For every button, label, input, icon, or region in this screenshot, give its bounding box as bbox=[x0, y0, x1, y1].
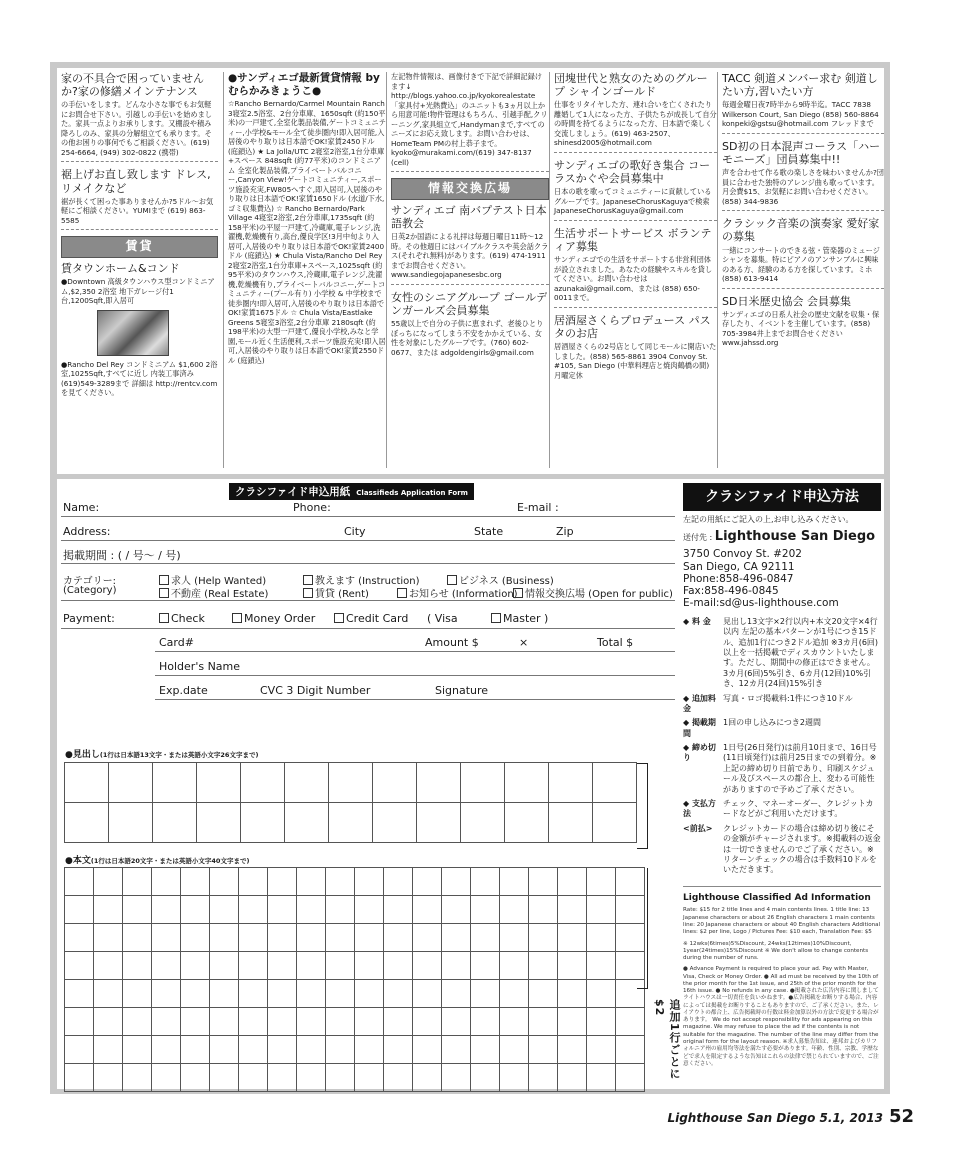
category-label-en: (Category) bbox=[63, 585, 117, 596]
category-label: カテゴリー: bbox=[63, 576, 116, 587]
ad-item: サンディエゴの歌好き集合 コーラスかぐや会員募集中 日本の歌を歌ってコミュニティーに貢献しているグループです。JapaneseChorusKaguyaで検索 JapaneseChorusKaguya@gmail.com bbox=[554, 159, 717, 221]
headline-section-label: ●見出し(1行は日本語13文字・または英語小文字26文字まで) bbox=[65, 750, 259, 760]
checkbox-icon bbox=[232, 613, 242, 623]
name-field[interactable]: Name: bbox=[63, 501, 100, 514]
condo-photo bbox=[97, 310, 169, 356]
checkbox-icon bbox=[159, 613, 169, 623]
column-4 bbox=[549, 72, 717, 468]
ad-item: クラシック音楽の演奏家 愛好家の募集 一緒にコンサートのできる弦・管楽器のミュージシャンを募集。特にピアノのアンサンブルに興味のある方、経験のある方を探しています。ミホ (858) 613-9414 bbox=[722, 217, 884, 288]
rent-banner: 賃貸 bbox=[61, 236, 218, 258]
ad-item: 女性のシニアグループ ゴールデンガールズ会員募集 55歳以上で自分の子供に恵まれず、老後ひとりぼっちになってしまう不安をかかえている、女性を対象にしたグループです。(760) 602-0677、または adgoldengirls@gmail.com bbox=[391, 290, 548, 357]
ad-item: 団塊世代と熟女のためのグループ シャインゴールド 仕事をリタイヤした方、連れ合いを亡くされたり離婚して1人になった方、子供たちが成長して自分の時間を持てるようになった方、日本語で楽しく交流しましょう。(619) 463-2507、shinesd2005@hotmail.com bbox=[554, 72, 717, 153]
body-section-label: ●本文(1行は日本語20文字・または英語小文字40文字まで) bbox=[65, 856, 250, 866]
page-footer: Lighthouse San Diego 5.1, 2013 52 bbox=[667, 1106, 914, 1127]
email-field[interactable]: E-mail : bbox=[517, 501, 559, 514]
card-number-field[interactable]: Card# bbox=[159, 636, 194, 649]
payment-label: Payment: bbox=[63, 612, 115, 625]
checkbox-icon bbox=[303, 588, 313, 598]
column-2 bbox=[223, 72, 386, 468]
category-rent[interactable]: 賃貸 (Rent) bbox=[303, 585, 369, 600]
ad-item: 家の不具合で困っていませんか?家の修繕メインテナンス の手伝いをします。どんな小さな事でもお気軽にお問合せ下さい。引越しの手伝いを始めました。家具一点よりお承りします。又棚設や積み降ろしのみ、家具の分解組立ても承ります。その他お困りの事何でもご相談ください。(619) 254-6664, (949) 302-0822 (携帯) bbox=[61, 72, 218, 162]
period-field[interactable]: 掲載期間 : ( / 号〜 / 号) bbox=[63, 549, 181, 562]
form-title: クラシファイド申込用紙 Classifieds Application Form bbox=[229, 483, 474, 500]
checkbox-icon bbox=[159, 588, 169, 598]
how-to-apply: クラシファイド申込方法 左記の用紙にご記入の上,お申し込みください。 送付先 : Lighthouse San Diego 3750 Convoy St. #202 San Diego, CA 92111 Phone:858-496-0847 Fax:858-496-0845 E-mail:sd@us-lighthouse.com ◆ 料 金 見出し13文字×2行以内+本文20文字×4行以内 左記の基本パターンが1号につき15ドル、追加1行につき2ドル追加 ※3カ月(6回)以上を一括掲載でディスカウントいたします。ただし、期間中の修正はできません。 3カ月(6回)5%引き、6カ月(12回)10%引き、12カ月(24回)15%引き ◆ 追加料金 写真・ロゴ掲載料:1件につき10ドル ◆ 掲載期間 1回の申し込みにつき2週間 ◆ 締め切り 1日号(26日発行)は前月10日まで、16日号(11日頃発行)は前月25日までの到着分。※上記の締め切り日前であり、印刷スケジュール及びスペースの都合上、変わる可能性がありますので予めご了承ください。 ◆ 支払方法 チェック、マネーオーダー、クレジットカードなどがご利用いただけます。 <前払> クレジットカードの場合は締め切り後にその金額がチャージされます。※掲載料の返金は一切できませんのでご了承ください。※リターンチェックの場合は手数料10ドルをいただきます。 Lighthouse Classified Ad Information Rate: $15 for 2 title lines and 4 main contents lines. 1 title line: 13 Japanese characters or about 26 English characters 1 main contents line: 20 Japanese characters or about 40 English characters Additional lines: $2 per line, Logo / Pictures Fee: $10 each, Translation Fee: $5 ※ 12wks(6times)5%Discount, 24wks(12times)10%Discount, 1year(24times)15%Discount ※ We don't allow to change contents during the number of runs. ● Advance Payment is required to place your ad. Pay with Master, Visa, Check or Money Order. ● All ad must be received by the 10th of the prior month for the 1st issue, and 25th of the prior month for the 16th issue. ● No refunds in any case. ●掲載された広告内容に関しましてライトハウスは一切責任を負いかねます。●広告掲載をお断りする場合、内容によっては掲載をお断りすることもありますので、ご了承ください。また、レイアウトの都合上、広告掲載時の行数は料金加算以外の方法で変更する場合があります。 We do not accept responsibility for ads appearing on this magazine. We may refuse to place the ad if the contents is not suitable for the magazine. The number of the line may differ from the original form for the layout reason. ※求人募集告知は、連邦およびカリフォルニア州の雇用均等法を満たす必要があります。年齢、性別、宗教、学歴などで求人を限定するような告知はこれらの法律で禁じられていますので、ご注意ください。 bbox=[683, 479, 881, 1087]
checkbox-icon bbox=[159, 575, 169, 585]
ad-item: SD日米歴史協会 会員募集 サンディエゴの日系人社会の歴史文献を収集・保存したり、イベントを主催しています。(858) 705-3984井上までお問合せください www.jahssd.org bbox=[722, 294, 880, 348]
ad-item: 左記物件情報は、画像付きで下記で詳細記録けます↓ http://blogs.yahoo.co.jp/kyokorealestate 「家具付+光熱費込」のユニットも3ヵ月以上から用意可能!物件管理はもちろん、引越手配,クリーニング,家具組立て,Handymanまで,すべてのニーズにお応え致します。お問い合わせは、HomeTeam PMの村上恭子まで。kyoko@murakami.com/(619) 347-8137 (cell) bbox=[391, 72, 549, 172]
payment-money-order[interactable]: Money Order bbox=[232, 612, 315, 625]
zip-field[interactable]: Zip bbox=[556, 525, 574, 538]
state-field[interactable]: State bbox=[474, 525, 504, 538]
headline-grid[interactable] bbox=[65, 763, 637, 843]
application-section bbox=[57, 479, 884, 1089]
ad-item: 裾上げお直し致します ドレス,リメイクなど 裾が長くて困った事ありませんか?5ドル〜お気軽にご相談ください。YUMIまで (619) 863-5585 bbox=[61, 168, 218, 230]
city-field[interactable]: City bbox=[344, 525, 366, 538]
holder-name-field[interactable]: Holder's Name bbox=[159, 660, 241, 673]
ad-item: SD初の日本混声コーラス「ハーモニーズ」団員募集中!! 声を合わせて作る歌の楽しさを味わいませんか?団員に合わせた独特のアレンジ曲も歌っています。月会費$15、お気軽にお問い合わせください。(858) 344-9836 bbox=[722, 140, 884, 211]
category-instruction[interactable]: 教えます (Instruction) bbox=[303, 572, 420, 587]
category-real-estate[interactable]: 不動産 (Real Estate) bbox=[159, 585, 268, 600]
category-information[interactable]: お知らせ (Information) bbox=[397, 585, 518, 600]
column-5 bbox=[717, 72, 884, 468]
ad-item: 生活サポートサービス ボランティア募集 サンディエゴでの生活をサポートする非営利団体が設立されました。あなたの経験やスキルを貸してください。お問い合わせはazunakai@gmail.com、または (858) 650-0011まで。 bbox=[554, 227, 717, 308]
ad-item: サンディエゴ 南バプテスト日本語教会 日英2か国語による礼拝は毎週日曜日11時〜12時。その他週日にはバイブルクラスや英会話クラス(それぞれ無料)があります。(619) 474-1911までお問合せください。www.sandiegojapanesesbc.org bbox=[391, 204, 549, 285]
ad-item: 賃タウンホーム&コンド ●Downtown 高級タウンハウス型コンドミニアム,$2,350 2浴室 地下ガレージ付1台,1200Sqft,即入居可 ●Rancho Del Rey コンドミニアム $1,600 2浴室,1025Sqft,すべてに近し 内装工事済み (619)549-3289まで 詳細は http://rentcv.comを見てください。 bbox=[61, 262, 218, 398]
category-open-for-public[interactable]: 情報交換広場 (Open for public) bbox=[513, 585, 673, 600]
extra-line-note: 追加1行ごとに$2 bbox=[653, 999, 681, 1080]
signature-field[interactable]: Signature bbox=[435, 684, 489, 697]
category-help-wanted[interactable]: 求人 (Help Wanted) bbox=[159, 572, 266, 587]
info-exchange-banner: 情報交換広場 bbox=[391, 178, 549, 200]
page-number: 52 bbox=[888, 1106, 914, 1127]
total-field[interactable]: Total $ bbox=[597, 636, 634, 649]
payment-credit-card[interactable]: Credit Card bbox=[334, 612, 408, 625]
column-1 bbox=[61, 72, 218, 468]
payment-master[interactable]: Master ) bbox=[491, 612, 548, 625]
category-business[interactable]: ビジネス (Business) bbox=[447, 572, 554, 587]
how-title: クラシファイド申込方法 bbox=[683, 483, 881, 511]
checkbox-icon bbox=[397, 588, 407, 598]
phone-field[interactable]: Phone: bbox=[293, 501, 331, 514]
checkbox-icon bbox=[303, 575, 313, 585]
ad-item: 居酒屋さくらプロデュース パスタのお店 居酒屋さくらの2号店として同じモールに開店いたしました。(858) 565-8861 3904 Convoy St. #105, San Diego (中華料理店と焼肉鶴橋の間) 月曜定休 bbox=[554, 313, 717, 380]
ad-item: TACC 剣道メンバー求む 剣道したい方,習いたい方 毎週金曜日夜7時半から9時半迄。TACC 7838 Wilkerson Court, San Diego (858) 560-8864 konpeki@gstsu@hotmail.com フレッドまで bbox=[722, 72, 884, 134]
body-text-grid[interactable] bbox=[65, 868, 645, 1092]
address-field[interactable]: Address: bbox=[63, 525, 111, 538]
exp-date-field[interactable]: Exp.date bbox=[159, 684, 208, 697]
times-sign: × bbox=[519, 636, 529, 649]
checkbox-icon bbox=[491, 613, 501, 623]
payment-check[interactable]: Check bbox=[159, 612, 205, 625]
classified-listings bbox=[57, 68, 884, 474]
checkbox-icon bbox=[513, 588, 523, 598]
ad-item: ●サンディエゴ最新賃貸情報 by むらかみきょうこ● ☆Rancho Bernardo/Carmel Mountain Ranch 3寝室2.5浴室、2台分車庫、1650sqft (約150平米)の一戸建て,全室化製品装備,ゲートコミュニティー,小学校&モール全て徒歩圏内!即入居可能,入居後のやり取りは日本語でOK!家賃2450ドル (庭鎖込) ★ La Jolla/UTC 2寝室2浴室,1台分車庫+スペース 848sqft (約77平米)のコンドミニアム 全室化製品装備,プライベートバルコニー,Canyon View!ゲートコミュニティー,スポーツ施設充実,FW805へすぐ,即入居可,入居後のやり取りは日本語でOK!家賃1650ドル (水道/下水,ゴミ収集費込) ☆ Rancho Bernardo/Park Village 4寝室2浴室,2台分車庫,1735sqft (約158平米)の平屋一戸建て,冷蔵庫,電子レンジ,洗濯機,乾燥機有り,高台,優良学区!3月中旬より入居可,入居後のやり取りは日本語でOK!家賃2400ドル (庭鎖込) ★ Chula Vista/Rancho Del Rey 2寝室2浴室,1台分車庫+スペース,1025sqft (約95平米)のタウンハウス,冷蔵庫,電子レンジ,洗濯機,乾燥機有り,プライベートバルコニー,ゲートコミュニティー(プール有り) 小学校 & 中学校まで徒歩圏内!即入居可,入居後のやり取りは日本語でOK!家賃1675ドル ☆ Chula Vista/Eastlake Greens 5寝室3浴室,2台分車庫 2180sqft (約198平米)の大型一戸建て,優良小学校,みなと学園,モール近く生活便利,スポーツ施設充実!即入居可,入居後のやり取りは日本語でOK!家賃2550ドル (庭鎖込) bbox=[228, 72, 386, 365]
column-3 bbox=[386, 72, 549, 468]
send-address: 3750 Convoy St. #202 San Diego, CA 92111 Phone:858-496-0847 Fax:858-496-0845 E-mail:sd@us-lighthouse.com bbox=[683, 548, 839, 609]
amount-field[interactable]: Amount $ bbox=[425, 636, 479, 649]
application-form bbox=[57, 479, 681, 1089]
payment-visa[interactable]: ( Visa bbox=[427, 612, 458, 625]
checkbox-icon bbox=[447, 575, 457, 585]
cvc-field[interactable]: CVC 3 Digit Number bbox=[260, 684, 371, 697]
checkbox-icon bbox=[334, 613, 344, 623]
